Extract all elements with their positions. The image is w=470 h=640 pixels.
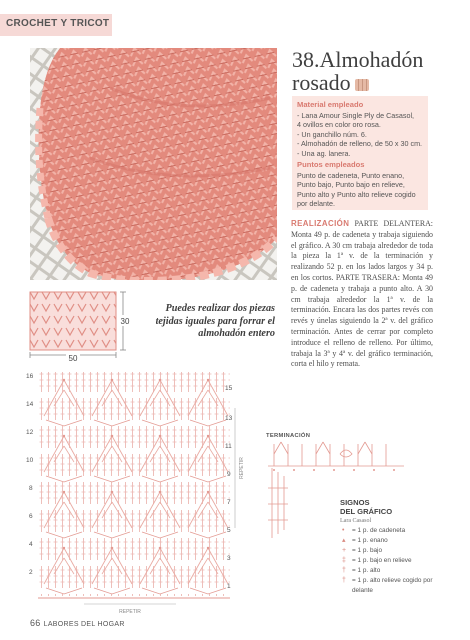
slip-stitch-symbol-icon: ▴ <box>342 537 346 544</box>
row-number: 7 <box>227 499 231 506</box>
magazine-name: LABORES DEL HOGAR <box>43 621 125 628</box>
legend-author: Lara Casasol <box>340 518 372 524</box>
section-label: CROCHET Y TRICOT <box>6 18 110 29</box>
row-number: 6 <box>29 513 33 520</box>
page-footer <box>30 618 125 628</box>
relief-double-symbol-icon: † <box>342 577 346 584</box>
height-dimension: 30 <box>120 317 130 326</box>
row-number: 10 <box>26 457 34 464</box>
material-item: - Un ganchillo núm. 6. <box>297 129 367 139</box>
repeat-bottom-label: REPETIR <box>119 609 141 615</box>
caption: Puedes realizar dos piezas tejidas iguales para forrar el almohadón entero <box>155 303 275 340</box>
realization-text <box>291 219 433 370</box>
legend-heading-1: SIGNOS <box>340 498 370 507</box>
title-line-2: rosado <box>292 70 351 95</box>
row-number: 11 <box>225 443 232 450</box>
double-crochet-symbol-icon: † <box>342 567 346 574</box>
material-item: - Almohadón de relleno, de 50 x 30 cm. <box>297 139 423 148</box>
legend-heading-2: DEL GRÁFICO <box>340 507 393 516</box>
page-number: 66 <box>30 618 41 628</box>
row-number: 4 <box>29 541 33 548</box>
points-text: Punto de cadeneta, Punto enano, Punto bajo, Punto bajo en relieve, Punto alto y Punto alto relieve cogido por delante. <box>297 170 416 208</box>
section-tag <box>0 14 112 36</box>
realization-lead: REALIZACIÓN <box>291 219 350 228</box>
legend-label: = 1 p. alto <box>352 567 381 574</box>
stitch-chart <box>24 368 254 616</box>
material-item: 4 ovillos en color oro rosa. <box>297 120 381 129</box>
row-number: 13 <box>225 415 233 422</box>
chart-legend <box>340 498 450 596</box>
legend-label: = 1 p. alto relieve cogido por delante <box>352 577 433 594</box>
material-list <box>297 111 423 159</box>
legend-label: = 1 p. enano <box>352 537 388 544</box>
row-number: 16 <box>26 373 34 380</box>
legend-item <box>340 556 450 566</box>
title-line-1: 38.Almohadón <box>292 47 424 72</box>
row-number: 1 <box>227 583 231 590</box>
row-number: 8 <box>29 485 33 492</box>
material-item: - Una ag. lanera. <box>297 148 351 158</box>
legend-label: = 1 p. bajo <box>352 547 383 554</box>
row-number: 5 <box>227 527 231 534</box>
row-number: 2 <box>29 569 33 576</box>
material-item: - Lana Amour Single Ply de Casasol, <box>297 110 415 120</box>
material-heading: Material empleado <box>297 100 364 109</box>
cushion-photo <box>30 48 277 280</box>
width-dimension: 50 <box>68 354 78 362</box>
legend-label: = 1 p. de cadeneta <box>352 527 406 534</box>
row-number: 9 <box>227 471 231 478</box>
legend-item <box>340 526 450 536</box>
swatch-rect <box>30 292 116 350</box>
row-number: 12 <box>26 429 34 436</box>
yarn-icon <box>355 79 369 91</box>
row-number: 14 <box>26 401 34 408</box>
realization-body: PARTE DELANTERA: Monta 49 p. de cadeneta y trabaja siguiendo el gráfico. A 30 cm trabaja alrededor de toda la pieza la 1ª v. de la terminación y realizando 52 p. en los lados largos y 34 p. en los cortos. PARTE TRASERA: Monta 49 p. de cadeneta y trabaja a punto alto. A 30 cm trabaja alrededor la 1ª v. de la terminación. Encara las dos partes revés con revés y únelas siguiendo la 2ª v. del gráfico terminación. Antes de cerrar por completo introduce el relleno de relleno. Por último, trabaja la 3ª y 4ª v. del gráfico terminación, corta el hilo y remata. <box>291 219 433 369</box>
legend-label: = 1 p. bajo en relieve <box>352 557 412 564</box>
row-number: 3 <box>227 555 231 562</box>
points-heading: Puntos empleados <box>297 160 365 169</box>
relief-single-symbol-icon: ‡ <box>342 557 346 564</box>
swatch-diagram <box>28 290 143 362</box>
material-box <box>292 96 428 210</box>
legend-item <box>340 566 450 576</box>
single-crochet-symbol-icon: + <box>342 547 347 554</box>
termination-label: TERMINACIÓN <box>266 433 311 439</box>
page-title <box>292 48 462 94</box>
row-number: 15 <box>225 385 233 392</box>
legend-item <box>340 536 450 546</box>
legend-item <box>340 546 450 556</box>
repeat-side-label: REPETIR <box>239 457 245 479</box>
chain-symbol-icon: • <box>342 527 345 534</box>
legend-item <box>340 576 450 596</box>
